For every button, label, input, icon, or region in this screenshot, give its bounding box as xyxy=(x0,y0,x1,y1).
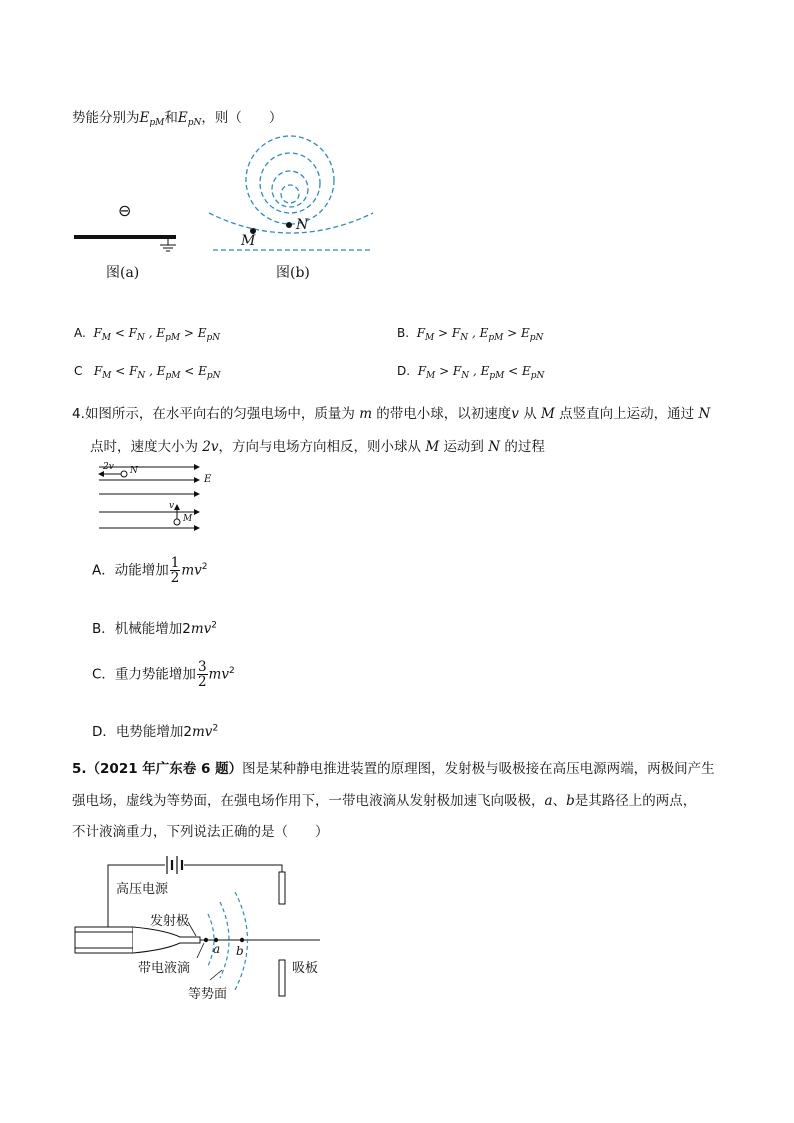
q3-option-c: C $F_M < F_N$ , $E_{pM} < E_{pN}$ xyxy=(74,364,221,381)
point-n xyxy=(286,222,292,228)
q5-line-1: 5.（2021 年广东卷 6 题）图是某种静电推进装置的原理图，发射极与吸极接在高压电源两端，两极间产生 xyxy=(72,761,715,777)
q3-option-b: B. $F_M > F_N$ , $E_{pM} > E_{pN}$ xyxy=(397,326,544,343)
label-emitter: 发射极 xyxy=(150,914,190,929)
fig-a-caption: 图(a) xyxy=(106,265,140,281)
label-hv-source: 高压电源 xyxy=(116,882,169,897)
q4-option-b: B．机械能增加$2mv^2$ xyxy=(92,620,218,637)
q4-option-c: C．重力势能增加 $\frac{3}{2}$ $mv^2$ xyxy=(92,659,235,690)
q3-option-d: D. $F_M > F_N$ , $E_{pM} < E_{pN}$ xyxy=(397,364,545,381)
label-a: a xyxy=(213,942,221,956)
q4-line-2: 点时，速度大小为 2v，方向与电场方向相反，则小球从 M 运动到 N 的过程 xyxy=(90,439,545,455)
label-absorber: 吸板 xyxy=(292,961,319,976)
q4-option-d: D．电势能增加$2mv^2$ xyxy=(92,723,219,740)
fig4-label-e: E xyxy=(204,474,212,485)
q5-line-3: 不计液滴重力，下列说法正确的是（ ） xyxy=(72,824,329,840)
label-n: N xyxy=(296,217,309,233)
fig4-label-2v: 2v xyxy=(103,462,114,472)
fig-b-caption: 图(b) xyxy=(276,265,310,281)
q4-option-a: A．动能增加 $\frac{1}{2}$ $mv^2$ xyxy=(92,555,208,586)
q3-figure-a xyxy=(70,195,190,255)
q4-figure xyxy=(95,460,220,535)
label-equipotential: 等势面 xyxy=(188,987,228,1002)
q5-figure xyxy=(70,850,340,1005)
q3-stem-tail: 势能分别为$E_{pM}$和$E_{pN}$，则（ ） xyxy=(72,110,283,128)
negative-charge-icon: ⊖ xyxy=(118,201,132,220)
q5-line-2: 强电场，虚线为等势面，在强电场作用下，一带电液滴从发射极加速飞向吸极，a、b是其路径上的两点， xyxy=(72,793,697,809)
fig4-label-v: v xyxy=(169,501,175,511)
q4-line-1: 4.如图所示，在水平向右的匀强电场中，质量为 m 的带电小球，以初速度v 从 M 点竖直向上运动，通过 N xyxy=(72,406,711,422)
label-droplet: 带电液滴 xyxy=(138,961,191,976)
q3-figure-b xyxy=(205,135,380,260)
fig4-label-m: M xyxy=(183,514,193,524)
fig4-label-n: N xyxy=(130,466,138,476)
q3-option-a: A. $F_M < F_N$ , $E_{pM} > E_{pN}$ xyxy=(74,326,221,343)
label-m: M xyxy=(241,233,256,249)
label-b: b xyxy=(236,944,244,958)
